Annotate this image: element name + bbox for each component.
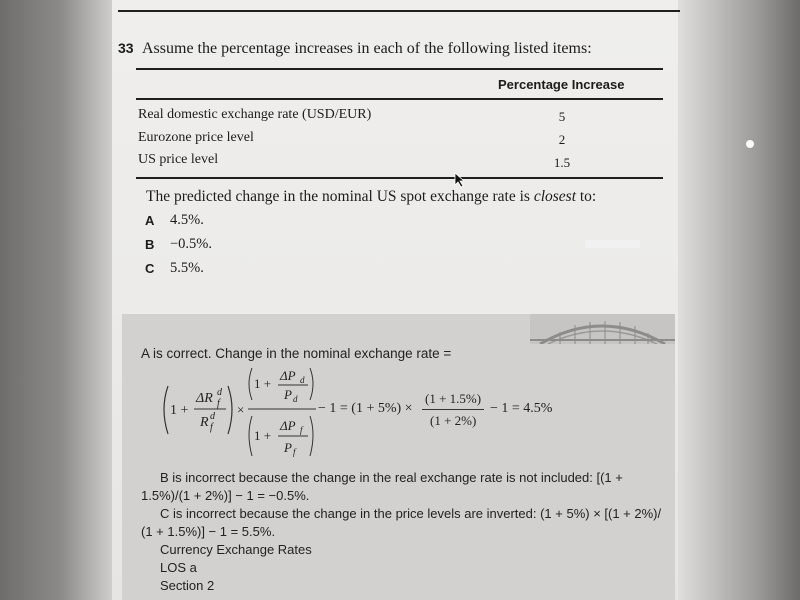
light-glare bbox=[585, 240, 640, 248]
table-top-rule bbox=[136, 68, 663, 70]
bridge-decoration-icon bbox=[530, 314, 675, 344]
svg-text:ΔR: ΔR bbox=[196, 391, 213, 406]
svg-text:d: d bbox=[293, 394, 298, 404]
formula-denominator: (1 + 2%) bbox=[430, 413, 477, 428]
option-text: −0.5%. bbox=[170, 236, 213, 252]
los-label: LOS a bbox=[160, 560, 197, 575]
mouse-cursor-icon bbox=[454, 172, 468, 188]
table-header: Percentage Increase bbox=[498, 77, 625, 92]
svg-text:d: d bbox=[217, 387, 222, 398]
option-letter: C bbox=[145, 261, 155, 276]
svg-text:P: P bbox=[284, 440, 292, 455]
question-text: Assume the percentage increases in each of the following listed items: bbox=[142, 40, 592, 57]
table-row-value: 2 bbox=[558, 132, 566, 147]
table-bottom-rule bbox=[136, 177, 663, 179]
table-row-label: Eurozone price level bbox=[138, 130, 254, 145]
formula-middle: − 1 = (1 + 5%) × bbox=[318, 401, 413, 416]
fraction-bar bbox=[422, 409, 484, 410]
table-row-label: US price level bbox=[138, 152, 219, 167]
section-label: Section 2 bbox=[160, 578, 215, 593]
option-text: 4.5%. bbox=[170, 212, 204, 228]
svg-text:×: × bbox=[237, 402, 245, 417]
svg-text:P: P bbox=[284, 387, 292, 402]
light-glare bbox=[746, 140, 754, 148]
explanation-c: (1 + 1.5%)] − 1 = 5.5%. bbox=[141, 524, 276, 539]
topic-label: Currency Exchange Rates bbox=[160, 542, 312, 557]
option-letter: B bbox=[145, 237, 155, 252]
table-header-rule bbox=[136, 98, 663, 100]
svg-text:1 +: 1 + bbox=[254, 428, 272, 443]
answer-intro: A is correct. Change in the nominal exchange rate = bbox=[141, 346, 452, 361]
svg-text:ΔP: ΔP bbox=[280, 368, 296, 383]
svg-text:f: f bbox=[293, 447, 296, 457]
explanation-c: C is incorrect because the change in the price levels are inverted: (1 + 5%) × [(1 + 2%)/ bbox=[160, 506, 662, 521]
question-prompt: The predicted change in the nominal US spot exchange rate is closest to: bbox=[146, 188, 597, 205]
table-row-label: Real domestic exchange rate (USD/EUR) bbox=[138, 107, 372, 122]
svg-text:d: d bbox=[300, 375, 305, 385]
explanation-b: 1.5%)/(1 + 2%)] − 1 = −0.5%. bbox=[141, 488, 310, 503]
formula-numerator: (1 + 1.5%) bbox=[425, 391, 482, 406]
svg-text:f: f bbox=[210, 422, 213, 433]
formula-result: − 1 = 4.5% bbox=[490, 401, 553, 416]
table-row-value: 5 bbox=[558, 109, 566, 124]
table-row-value: 1.5 bbox=[553, 155, 571, 170]
svg-text:1 +: 1 + bbox=[254, 376, 272, 391]
svg-text:1 +: 1 + bbox=[170, 403, 189, 418]
svg-text:f: f bbox=[217, 398, 220, 409]
svg-text:ΔP: ΔP bbox=[280, 418, 296, 433]
option-text: 5.5%. bbox=[170, 260, 204, 276]
svg-text:d: d bbox=[210, 411, 215, 422]
explanation-b: B is incorrect because the change in the real exchange rate is not included: [(1 + bbox=[160, 470, 623, 485]
svg-text:f: f bbox=[300, 425, 303, 435]
top-rule bbox=[118, 10, 680, 12]
svg-text:R: R bbox=[200, 415, 209, 430]
option-letter: A bbox=[145, 213, 155, 228]
question-number: 33 bbox=[118, 40, 134, 56]
